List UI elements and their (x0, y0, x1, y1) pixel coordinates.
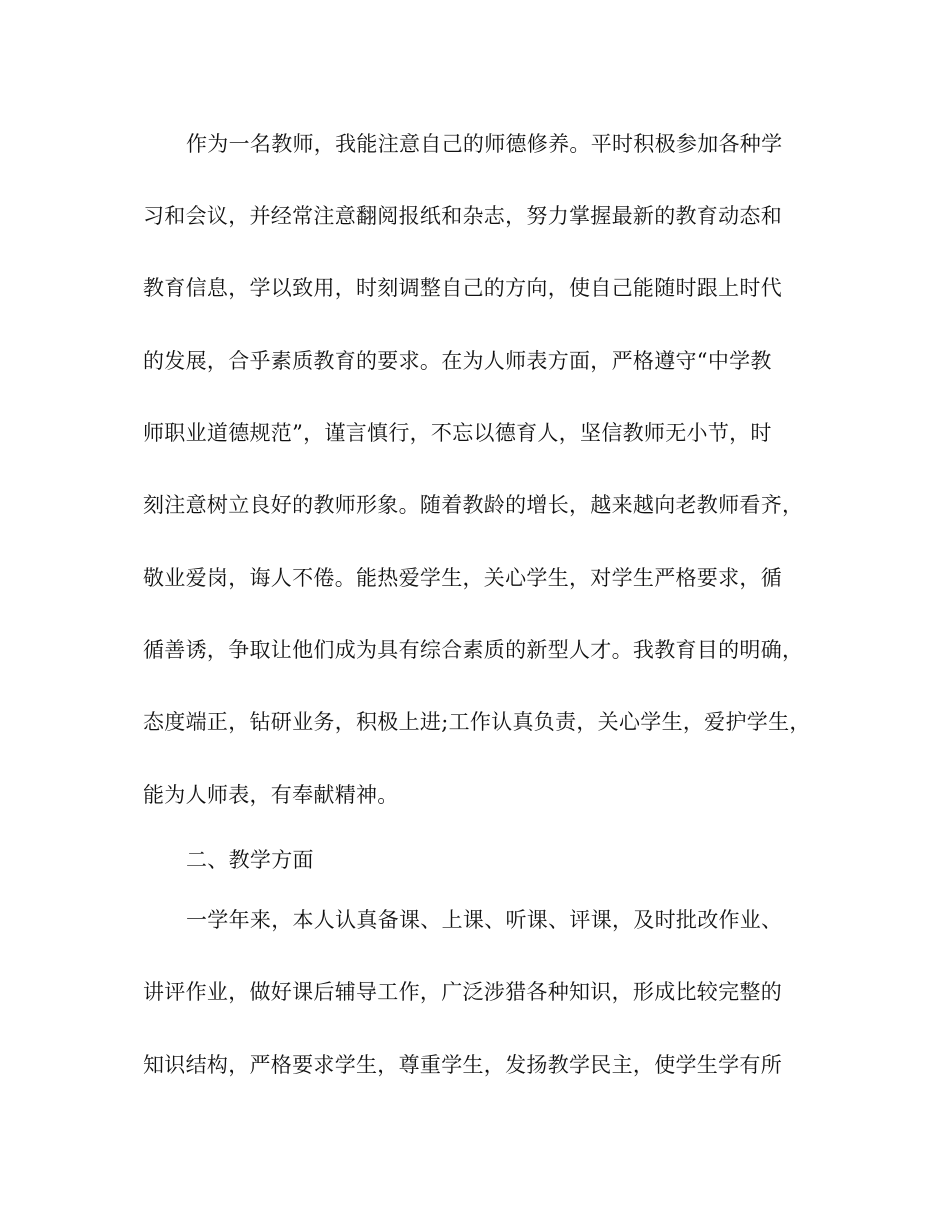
paragraph-line: 知识结构，严格要求学生，尊重学生，发扬教学民主，使学生学有所 (143, 1053, 782, 1077)
paragraph-line: 能为人师表，有奉献精神。 (143, 783, 399, 807)
section-heading: 二、教学方面 (186, 848, 314, 872)
paragraph-line: 循善诱，争取让他们成为具有综合素质的新型人才。我教育目的明确， (143, 638, 804, 662)
paragraph-line: 一学年来，本人认真备课、上课、听课、评课，及时批改作业、 (186, 908, 783, 932)
paragraph-line: 刻注意树立良好的教师形象。随着教龄的增长，越来越向老教师看齐， (143, 493, 804, 517)
paragraph-line: 讲评作业，做好课后辅导工作，广泛涉猎各种知识，形成比较完整的 (143, 980, 782, 1004)
paragraph-line: 师职业道德规范”，谨言慎行，不忘以德育人，坚信教师无小节，时 (143, 421, 772, 445)
paragraph-line: 敬业爱岗，诲人不倦。能热爱学生，关心学生，对学生严格要求，循 (143, 566, 782, 590)
paragraph-line: 习和会议，并经常注意翻阅报纸和杂志，努力掌握最新的教育动态和 (143, 204, 782, 228)
paragraph-line: 作为一名教师，我能注意自己的师德修养。平时积极参加各种学 (186, 132, 783, 156)
paragraph-line: 教育信息，学以致用，时刻调整自己的方向，使自己能随时跟上时代 (143, 276, 782, 300)
paragraph-line: 的发展，合乎素质教育的要求。在为人师表方面，严格遵守“中学教 (143, 349, 772, 373)
paragraph-line: 态度端正，钻研业务，积极上进;工作认真负责，关心学生，爱护学生， (143, 710, 811, 734)
